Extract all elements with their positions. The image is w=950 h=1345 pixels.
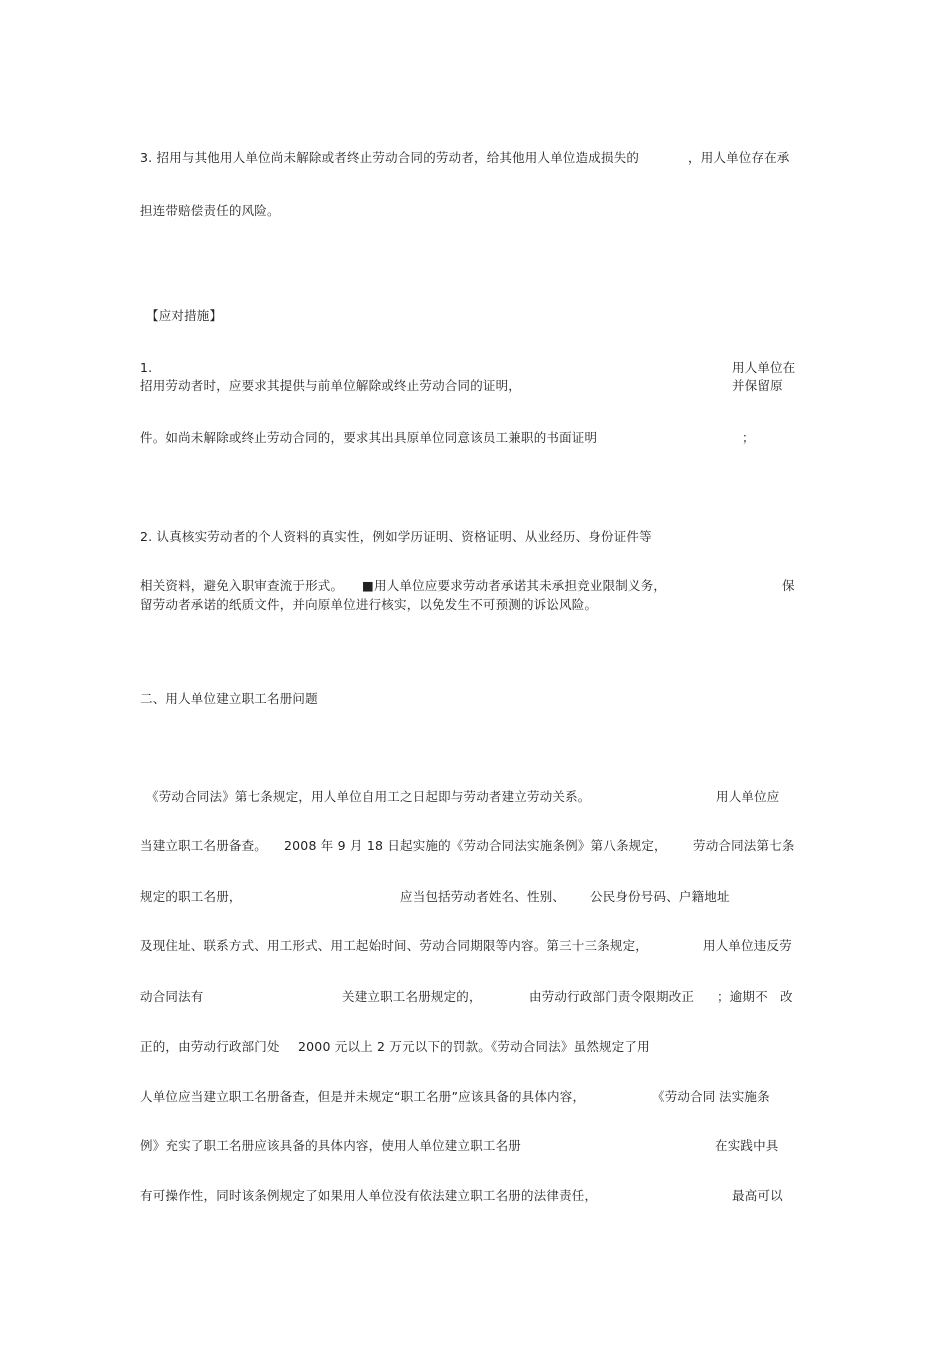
text-line: 人单位应当建立职工名册备查，但是并未规定“职工名册”应该具备的具体内容， <box>140 1089 586 1104</box>
text-line: 用人单位在 <box>732 360 796 375</box>
text-line: 规定的职工名册， <box>140 889 242 904</box>
section-heading: 二、用人单位建立职工名册问题 <box>140 691 318 706</box>
text-line: 改 <box>780 989 793 1004</box>
text-line: 保 <box>782 578 795 593</box>
text-line: ；逾期不 <box>717 989 768 1004</box>
text-line: 留劳动者承诺的纸质文件，并向原单位进行核实，以免发生不可预测的诉讼风险。 <box>140 597 598 612</box>
text-line: 招用劳动者时，应要求其提供与前单位解除或终止劳动合同的证明， <box>140 378 522 393</box>
text-line: 2. 认真核实劳动者的个人资料的真实性，例如学历证明、资格证明、从业经历、身份证件等 <box>140 529 652 544</box>
text-line: 劳动合同法第七条 <box>693 838 795 853</box>
text-line: ； <box>742 430 755 445</box>
text-line: 最高可以 <box>732 1188 783 1203</box>
text-line: 2008 年 9 月 18 日起实施的《劳动合同法实施条例》第八条规定， <box>284 838 667 853</box>
text-line: ，用人单位存在承 <box>688 150 790 165</box>
text-line: 《劳动合同 <box>652 1089 716 1104</box>
text-line: 动合同法有 <box>140 989 204 1004</box>
text-line: 2000 元以上 2 万元以下的罚款。《劳动合同法》虽然规定了用 <box>298 1039 650 1054</box>
text-line: 并保留原 <box>732 378 783 393</box>
text-line: 例》充实了职工名册应该具备的具体内容，使用人单位建立职工名册 <box>140 1138 522 1153</box>
text-line: 公民身份号码、户籍地址 <box>590 889 730 904</box>
text-line: 3. 招用与其他用人单位尚未解除或者终止劳动合同的劳动者，给其他用人单位造成损失的 <box>140 150 640 165</box>
text-line: 用人单位违反劳 <box>703 938 792 953</box>
text-line: 在实践中具 <box>715 1138 779 1153</box>
list-number: 1. <box>140 360 153 375</box>
text-line: 应当包括劳动者姓名、性别、 <box>400 889 566 904</box>
text-line: ■用人单位应要求劳动者承诺其未承担竞业限制义务， <box>362 578 667 593</box>
text-line: 正的，由劳动行政部门处 <box>140 1039 280 1054</box>
text-line: 《劳动合同法》第七条规定，用人单位自用工之日起即与劳动者建立劳动关系。 <box>146 789 591 804</box>
text-line: 件。如尚未解除或终止劳动合同的，要求其出具原单位同意该员工兼职的书面证明 <box>140 430 598 445</box>
text-line: 由劳动行政部门责令限期改正 <box>529 989 695 1004</box>
text-line: 及现住址、联系方式、用工形式、用工起始时间、劳动合同期限等内容。第三十三条规定， <box>140 938 649 953</box>
text-line: 关建立职工名册规定的， <box>342 989 482 1004</box>
text-line: 有可操作性，同时该条例规定了如果用人单位没有依法建立职工名册的法律责任， <box>140 1188 598 1203</box>
section-heading: 【应对措施】 <box>146 308 223 323</box>
text-line: 当建立职工名册备查。 <box>140 838 268 853</box>
text-line: 用人单位应 <box>716 789 780 804</box>
text-line: 相关资料，避免入职审查流于形式。 <box>140 578 344 593</box>
text-line: 担连带赔偿责任的风险。 <box>140 203 280 218</box>
text-line: 法实施条 <box>719 1089 770 1104</box>
